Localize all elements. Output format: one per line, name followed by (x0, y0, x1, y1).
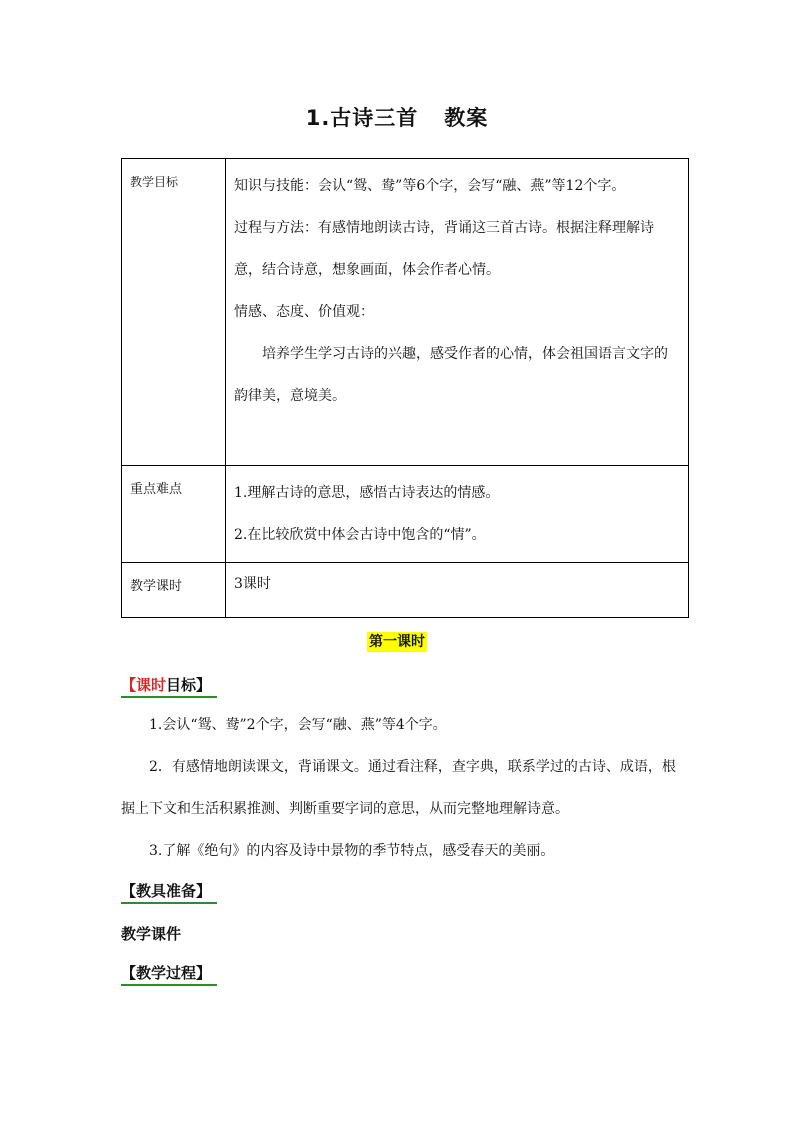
document-title (0, 102, 794, 132)
row-label: 重点难点 (122, 466, 226, 563)
title-main: 1.古诗三首 (305, 106, 419, 130)
process-section-title: 【教学过程】 (121, 962, 217, 986)
goal-item: 3.了解《绝句》的内容及诗中景物的季节特点，感受春天的美丽。 (149, 843, 555, 859)
row-label: 教学课时 (122, 563, 226, 618)
table-row (122, 159, 689, 466)
table-line: 培养学生学习古诗的兴趣，感受作者的心情，体会祖国语言文字的韵律美，意境美。 (234, 346, 668, 404)
prep-section-title: 【教具准备】 (121, 880, 217, 904)
table-row (122, 466, 689, 563)
row-content (226, 563, 689, 618)
row-content (226, 466, 689, 563)
prep-text: 教学课件 (121, 925, 182, 943)
table-line: 1.理解古诗的意思，感悟古诗表达的情感。 (234, 485, 500, 501)
row-label: 教学目标 (122, 159, 226, 466)
goal-item: 2．有感情地朗读课文，背诵课文。通过看注释，查字典，联系学过的古诗、成语，根据上下文和生活积累推测、判断重要字词的意思，从而完整地理解诗意。 (121, 759, 676, 817)
row-content (226, 159, 689, 466)
table-row (122, 563, 689, 618)
goal-item: 1.会认“鸳、鸯”2个字，会写“融、燕”等4个字。 (149, 717, 447, 733)
table-line: 3课时 (234, 576, 271, 592)
goals-section-title (121, 674, 217, 698)
goals-title-red: 【课时 (121, 676, 167, 694)
goals-list (121, 704, 689, 872)
table-line: 知识与技能：会认“鸳、鸯”等6个字，会写“融、燕”等12个字。 (234, 178, 626, 194)
table-line: 过程与方法：有感情地朗读古诗，背诵这三首古诗。根据注释理解诗意，结合诗意，想象画面，体会作者心情。 (234, 220, 654, 278)
table-line: 情感、态度、价值观： (234, 304, 374, 320)
table-line: 2.在比较欣赏中体会古诗中饱含的“情”。 (234, 527, 486, 543)
goals-title-rest: 目标】 (166, 676, 212, 694)
lesson-heading (0, 631, 794, 651)
title-sub: 教案 (444, 106, 489, 130)
lesson-info-table (121, 158, 689, 618)
lesson-heading-text: 第一课时 (369, 634, 425, 650)
